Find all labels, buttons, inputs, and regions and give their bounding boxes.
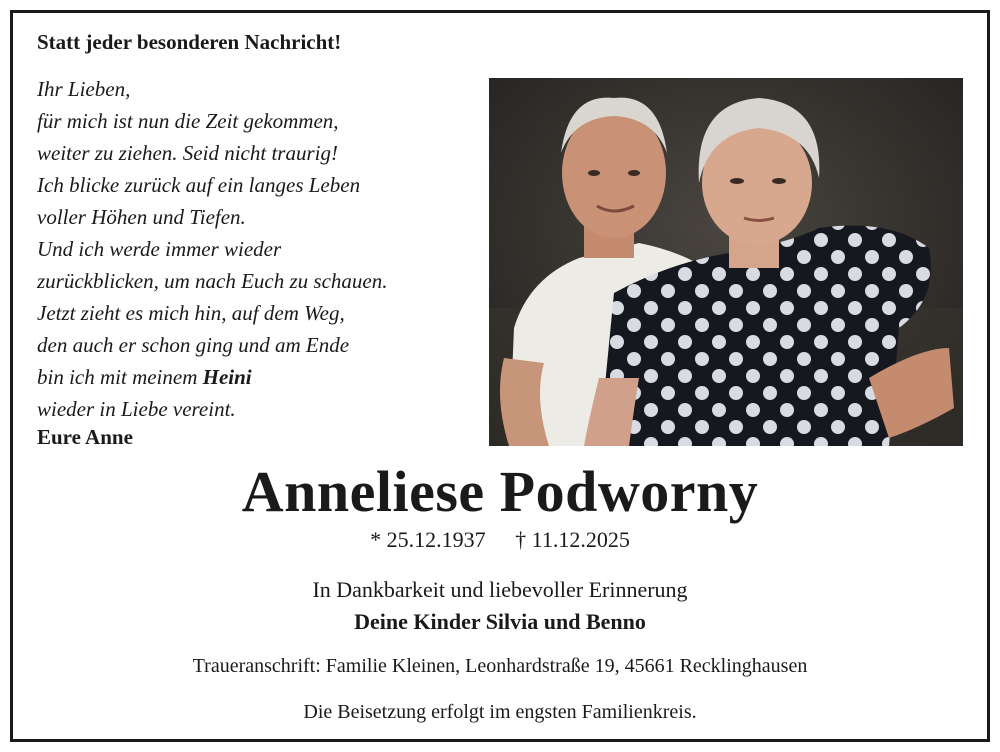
notice-heading: Statt jeder besonderen Nachricht! bbox=[37, 30, 342, 54]
burial-note: Die Beisetzung erfolgt im engsten Familienkreis. bbox=[303, 701, 697, 723]
poem-line: für mich ist nun die Zeit gekommen, bbox=[37, 109, 339, 133]
poem-line: Ich blicke zurück auf ein langes Leben bbox=[37, 173, 361, 197]
life-dates bbox=[0, 527, 1000, 553]
poem-line: voller Höhen und Tiefen. bbox=[37, 205, 246, 229]
thanks-line: In Dankbarkeit und liebevoller Erinnerung bbox=[312, 577, 688, 602]
poem-line: Jetzt zieht es mich hin, auf dem Weg, bbox=[37, 301, 345, 325]
death-date: † 11.12.2025 bbox=[515, 527, 630, 552]
poem-line: weiter zu ziehen. Seid nicht traurig! bbox=[37, 141, 338, 165]
poem-signature: Eure Anne bbox=[37, 425, 133, 449]
deceased-name: Anneliese Podworny bbox=[241, 459, 759, 524]
birth-date: * 25.12.1937 bbox=[370, 527, 486, 552]
poem-line-text: bin ich mit meinem bbox=[37, 365, 203, 389]
poem-line: den auch er schon ging und am Ende bbox=[37, 333, 350, 357]
children-line: Deine Kinder Silvia und Benno bbox=[354, 609, 646, 634]
poem-emphasis-name: Heini bbox=[202, 365, 252, 389]
mourning-address: Traueranschrift: Familie Kleinen, Leonhardstraße 19, 45661 Recklinghausen bbox=[192, 655, 808, 677]
portrait-photo-icon bbox=[489, 78, 963, 446]
poem-line: Ihr Lieben, bbox=[37, 77, 131, 101]
poem-line: zurückblicken, um nach Euch zu schauen. bbox=[37, 269, 388, 293]
poem-line: Und ich werde immer wieder bbox=[37, 237, 282, 261]
poem bbox=[37, 73, 388, 425]
poem-line bbox=[37, 361, 388, 393]
poem-line: wieder in Liebe vereint. bbox=[37, 397, 236, 421]
